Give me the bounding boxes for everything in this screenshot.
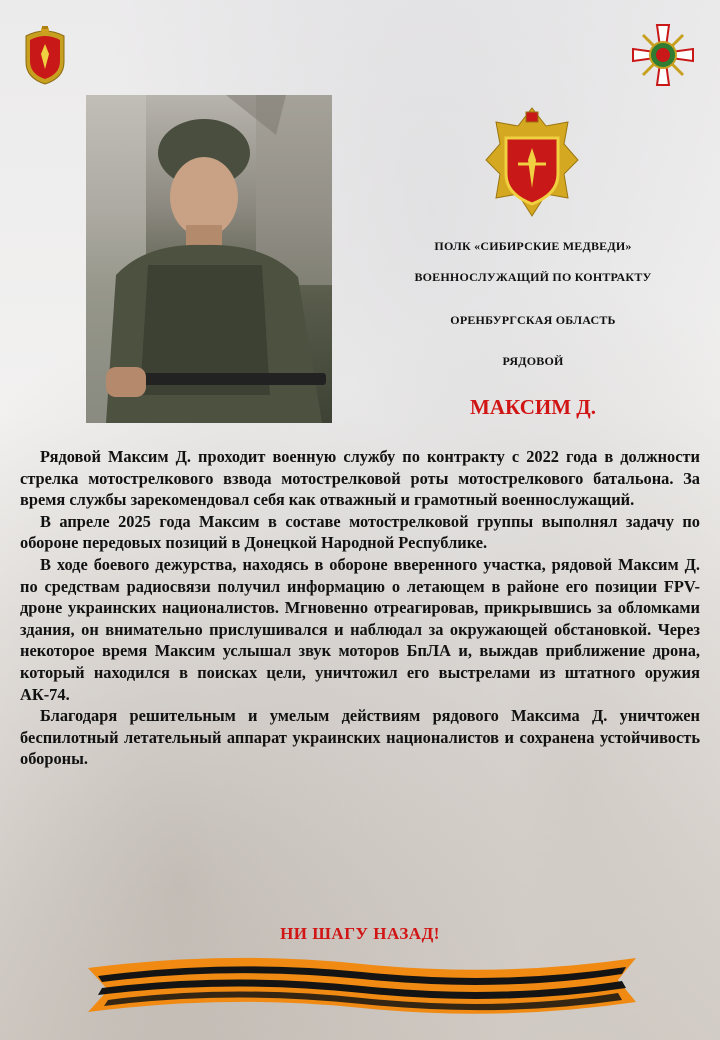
story-paragraph: Рядовой Максим Д. проходит военную службу по контракту с 2022 года в должности стрелка мотострелкового взвода мотострелковой роты мотострелкового батальона. За время службы зарекомендовал себя как отважный и грамотный военнослужащий. — [20, 447, 700, 510]
unit-shield-emblem-icon — [484, 104, 580, 220]
st-george-ribbon-icon — [88, 950, 636, 1022]
soldier-silhouette-icon — [86, 95, 332, 423]
story-text — [20, 446, 700, 770]
service-type: ВОЕННОСЛУЖАЩИЙ ПО КОНТРАКТУ — [414, 270, 652, 284]
rank: РЯДОВОЙ — [502, 354, 564, 368]
region: ОРЕНБУРГСКАЯ ОБЛАСТЬ — [450, 313, 616, 327]
unit-name: ПОЛК «СИБИРСКИЕ МЕДВЕДИ» — [434, 239, 632, 253]
story-paragraph: В ходе боевого дежурства, находясь в обороне вверенного участка, рядовой Максим Д. по средствам радиосвязи получил информацию о летающем в районе его позиции FPV-дроне украинских националистов. Мгновенно отреагировав, прикрывшись за обломками здания, он внимательно прислушивался и наблюдал за окружающей обстановкой. Через некоторое время Максим услышал звук моторов БпЛА и, выждав приближение дрона, который находился в поисках цели, уничтожил его выстрелами из штатного оружия АК-74. — [20, 554, 700, 704]
military-cross-emblem-icon — [630, 22, 696, 88]
story-paragraph: В апреле 2025 года Максим в составе мотострелковой группы выполнял задачу по обороне передовых позиций в Донецкой Народной Республике. — [20, 511, 700, 553]
motto: НИ ШАГУ НАЗАД! — [280, 924, 440, 943]
story-paragraph: Благодаря решительным и умелым действиям рядового Максима Д. уничтожен беспилотный летательный аппарат украинских националистов и сохранена устойчивость обороны. — [20, 706, 700, 769]
soldier-name: МАКСИМ Д. — [470, 395, 596, 419]
soldier-portrait-photo — [86, 95, 332, 423]
regional-coat-of-arms-icon — [20, 24, 70, 86]
